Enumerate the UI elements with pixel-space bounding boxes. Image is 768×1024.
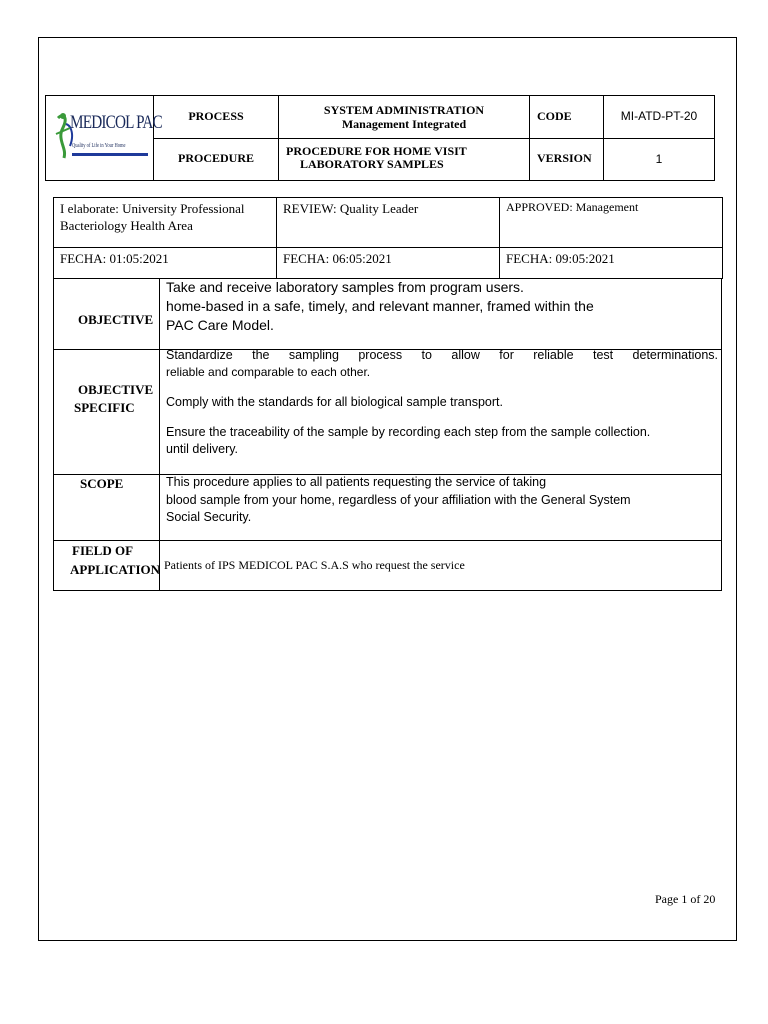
specific-label-line2: SPECIFIC: [74, 400, 135, 415]
version-value: 1: [655, 152, 663, 166]
process-label: PROCESS: [188, 109, 244, 123]
objective-line1: Take and receive laboratory samples from program users.: [166, 279, 524, 295]
company-logo: [52, 106, 162, 168]
version-label: VERSION: [537, 151, 592, 165]
reviewed-date: FECHA: 06:05:2021: [283, 251, 392, 266]
approval-table: [53, 197, 723, 279]
field-of-application-label: [72, 541, 160, 579]
scope-line3: Social Security.: [166, 510, 252, 524]
field-label-line2: APPLICATION: [70, 562, 161, 577]
specific-p1-line1: Standardize the sampling process to allow for reliable test determinations.: [166, 348, 718, 362]
approved-by: APPROVED: Management: [506, 200, 639, 214]
process-value: [279, 103, 529, 131]
scope-label: SCOPE: [80, 476, 124, 491]
elaborated-date: FECHA: 01:05:2021: [60, 251, 169, 266]
scope-line2: blood sample from your home, regardless of your affiliation with the General System: [166, 492, 631, 507]
process-value-line2: Management Integrated: [341, 117, 467, 131]
procedure-value-line1: PROCEDURE FOR HOME VISIT: [286, 144, 467, 158]
logo-text: MEDICOL PAC: [70, 112, 162, 133]
approved-date: FECHA: 09:05:2021: [506, 251, 615, 266]
procedure-value-line2: LABORATORY SAMPLES: [300, 157, 444, 171]
page-number: Page 1 of 20: [655, 892, 716, 906]
procedure-value: [286, 145, 529, 171]
objective-text: [166, 278, 718, 335]
scope-line1: This procedure applies to all patients requesting the service of taking: [166, 475, 547, 489]
document-header-table: [45, 95, 715, 181]
reviewed-by: REVIEW: Quality Leader: [283, 201, 419, 216]
procedure-label: PROCEDURE: [177, 151, 254, 165]
objective-line3: PAC Care Model.: [166, 317, 274, 333]
specific-p1-line2: reliable and comparable to each other.: [166, 365, 371, 379]
specific-objective-label: [74, 381, 154, 417]
specific-p2: Comply with the standards for all biological sample transport.: [166, 395, 503, 409]
scope-text: [166, 474, 718, 527]
objective-label: OBJECTIVE: [78, 312, 154, 327]
logo-tagline: Quality of Life in Your Home: [72, 143, 126, 149]
field-label-line1: FIELD OF: [72, 543, 134, 558]
code-label: CODE: [537, 109, 572, 123]
code-value: MI-ATD-PT-20: [620, 109, 698, 123]
specific-label-line1: OBJECTIVE: [78, 382, 154, 397]
specific-p3-line2: until delivery.: [166, 442, 239, 456]
procedure-details-table: [53, 278, 722, 591]
field-of-application-text: Patients of IPS MEDICOL PAC S.A.S who request the service: [164, 558, 465, 572]
process-value-line1: SYSTEM ADMINISTRATION: [323, 103, 485, 117]
objective-line2: home-based in a safe, timely, and relevant manner, framed within the: [166, 298, 594, 314]
elaborated-by: I elaborate: University Professional Bacteriology Health Area: [60, 201, 245, 233]
specific-p3-line1: Ensure the traceability of the sample by recording each step from the sample collection.: [166, 425, 651, 439]
specific-objective-text: [166, 347, 718, 458]
